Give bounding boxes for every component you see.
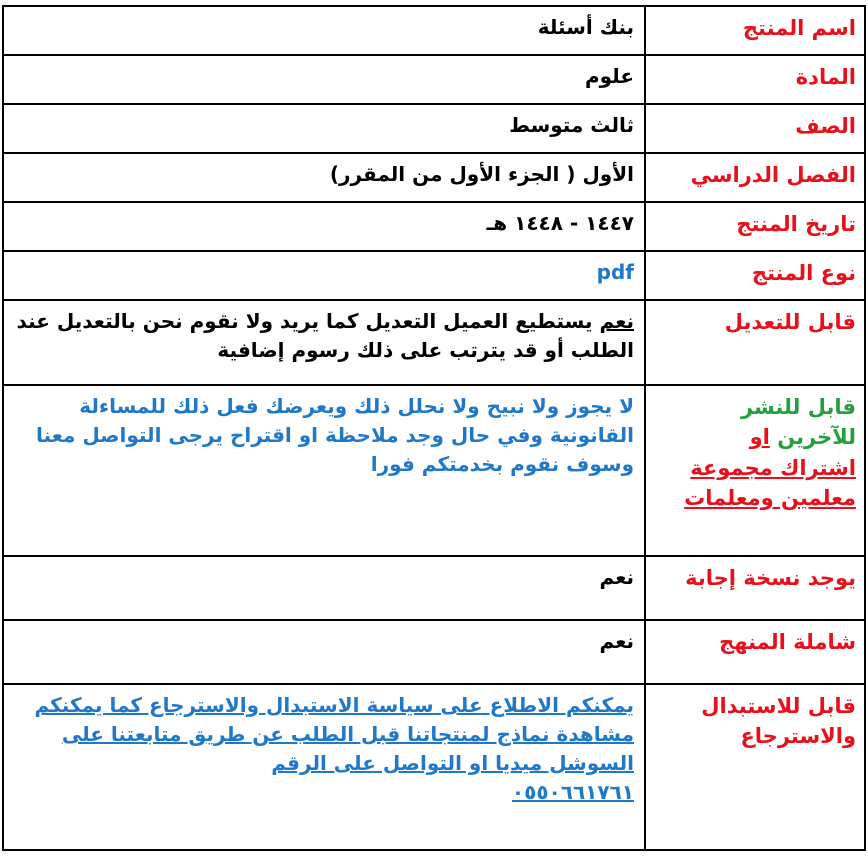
publishing-label-part3: اشتراك مجموعة معلمين ومعلمات: [684, 455, 856, 511]
curriculum-value: نعم: [3, 620, 645, 684]
row-publishing: [3, 385, 865, 556]
exchange-phone[interactable]: ٠٥٥٠٦٦١٧٦١: [511, 780, 634, 804]
publishing-label-part2: للآخرين: [777, 425, 856, 450]
publishing-label-or: او: [749, 425, 770, 450]
product-date-label: تاريخ المنتج: [645, 202, 865, 251]
product-name-label: اسم المنتج: [645, 6, 865, 55]
row-grade: [3, 104, 865, 153]
subject-label: المادة: [645, 55, 865, 104]
row-exchange: [3, 684, 865, 850]
semester-value: الأول ( الجزء الأول من المقرر): [3, 153, 645, 202]
editable-value: [3, 300, 645, 385]
grade-value: ثالث متوسط: [3, 104, 645, 153]
product-type-value: pdf: [3, 251, 645, 300]
editable-yes: نعم: [599, 309, 634, 333]
row-curriculum: [3, 620, 865, 684]
editable-label: قابل للتعديل: [645, 300, 865, 385]
grade-label: الصف: [645, 104, 865, 153]
row-answer-copy: [3, 556, 865, 620]
product-name-value: بنك أسئلة: [3, 6, 645, 55]
publishing-label-part1: قابل للنشر: [740, 395, 856, 419]
product-date-value: ١٤٤٧ - ١٤٤٨ هـ: [3, 202, 645, 251]
exchange-label: قابل للاستبدال والاسترجاع: [645, 684, 865, 850]
publishing-value: لا يجوز ولا نبيح ولا نحلل ذلك ويعرضك فعل ذلك للمساءلة القانونية وفي حال وجد ملاحظة او اقتراح يرجى التواصل معنا وسوف نقوم بخدمتكم فورا: [3, 385, 645, 556]
subject-value: علوم: [3, 55, 645, 104]
row-product-name: [3, 6, 865, 55]
row-semester: [3, 153, 865, 202]
exchange-value: [3, 684, 645, 850]
publishing-label: [645, 385, 865, 556]
product-info-table: [2, 5, 866, 851]
answer-copy-label: يوجد نسخة إجابة: [645, 556, 865, 620]
row-product-date: [3, 202, 865, 251]
row-product-type: [3, 251, 865, 300]
exchange-text: يمكنكم الاطلاع على سياسة الاستبدال والاسترجاع كما يمكنكم مشاهدة نماذج لمنتجاتنا قبل الطلب عن طريق متابعتنا على السوشل ميديا او التواصل على الرقم: [34, 693, 634, 775]
semester-label: الفصل الدراسي: [645, 153, 865, 202]
product-type-label: نوع المنتج: [645, 251, 865, 300]
editable-details: يستطيع العميل التعديل كما يريد ولا نقوم نحن بالتعديل عند الطلب أو قد يترتب على ذلك رسوم إضافية: [16, 309, 634, 362]
row-subject: [3, 55, 865, 104]
answer-copy-value: نعم: [3, 556, 645, 620]
row-editable: [3, 300, 865, 385]
curriculum-label: شاملة المنهج: [645, 620, 865, 684]
